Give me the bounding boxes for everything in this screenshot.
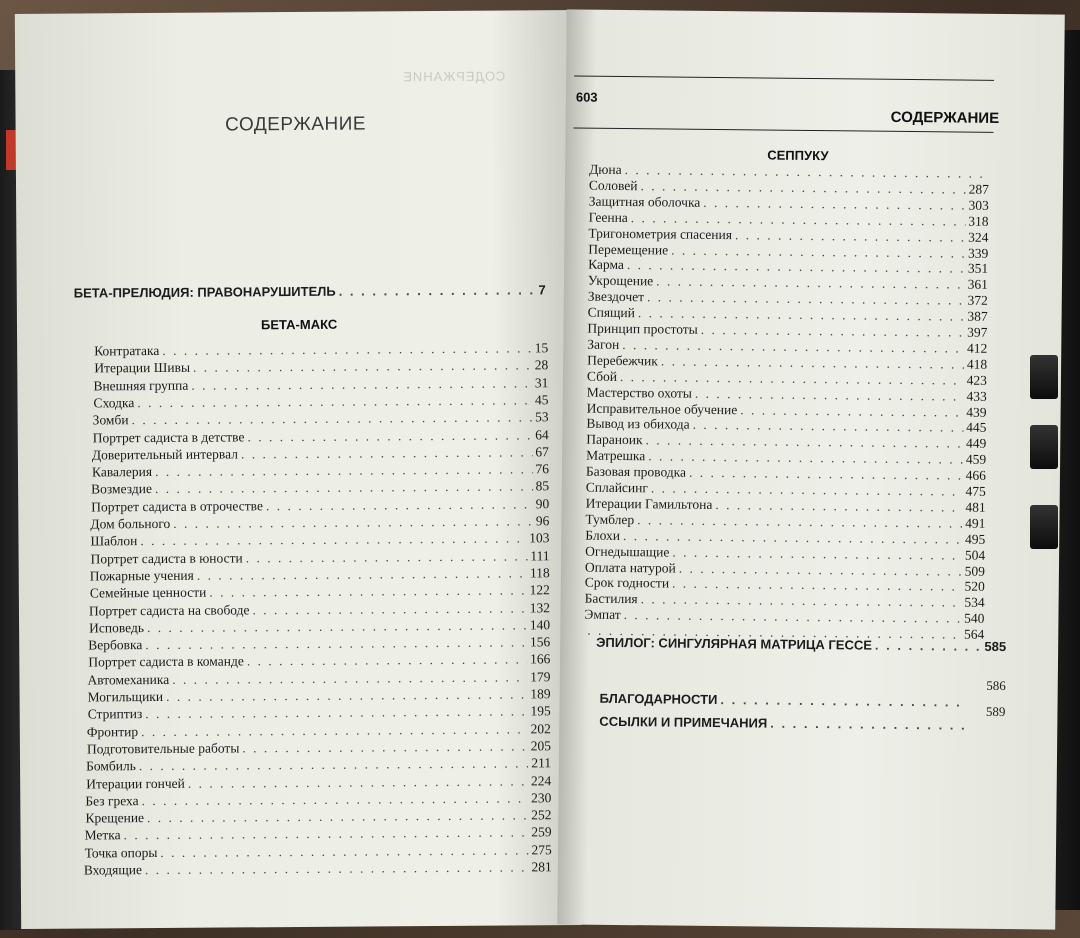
leader-dots (191, 375, 532, 393)
toc-entry-label: Бастилия (584, 590, 638, 607)
toc-page-number: 281 (531, 859, 552, 875)
toc-page-number: 397 (967, 324, 988, 340)
toc-entry-label: Сплайсинг (585, 479, 649, 496)
leader-dots (720, 692, 966, 710)
toc-page-number: 132 (529, 599, 551, 615)
leader-dots (242, 738, 527, 756)
toc-page-number: 230 (530, 790, 552, 806)
toc-page-number: 195 (530, 703, 551, 719)
toc-page-number: 481 (965, 499, 986, 515)
page-number: 603 (575, 89, 598, 105)
toc-page-number: 45 (534, 392, 549, 408)
leader-dots (140, 531, 526, 550)
toc-entry (89, 617, 550, 636)
toc-part-prelude (74, 282, 546, 300)
leader-dots (155, 479, 533, 498)
toc-entry (94, 358, 548, 377)
leader-dots (193, 358, 532, 376)
toc-page-number: 287 (968, 181, 990, 197)
toc-entry-label: Крещение (85, 810, 145, 826)
toc-page-number: 412 (966, 340, 988, 356)
toc-page-number: 318 (968, 213, 989, 229)
toc-entry-label: Перемещение (588, 241, 669, 257)
toc-page-number: 423 (966, 372, 988, 388)
toc-entry-label: Доверительный интервал (91, 446, 238, 463)
toc-page-number-standalone (950, 677, 1006, 694)
toc-page-number: 491 (965, 515, 986, 531)
right-page (557, 9, 1065, 929)
toc-entry-label: Вывод из обихода (586, 416, 690, 433)
toc-page-number: 7 (538, 282, 546, 298)
toc-page-number: 211 (531, 755, 552, 771)
toc-entry-label: Защитная оболочка (588, 193, 701, 210)
toc-entry (84, 825, 551, 844)
toc-page-number: 90 (535, 495, 550, 512)
toc-entry-label: Перебежчик (587, 352, 658, 369)
toc-entry-label: Загон (587, 336, 620, 352)
toc-page-number: 103 (529, 530, 550, 546)
toc-entry (90, 565, 550, 584)
toc-entry (87, 669, 550, 688)
toc-entry-label: Базовая проводка (585, 463, 687, 480)
toc-entry (89, 600, 550, 619)
toc-entry-label: Портрет садиста в юности (90, 549, 243, 567)
toc-entry (91, 479, 549, 498)
toc-part-label: БЛАГОДАРНОСТИ (599, 690, 718, 708)
toc-entry-label: Тригонометрия спасения (588, 225, 733, 242)
toc-page-number: 96 (535, 513, 550, 529)
toc-page-number: 589 (985, 703, 1006, 720)
toc-entry-label: Блохи (585, 527, 621, 543)
toc-page-number: 64 (535, 426, 549, 442)
toc-page-number: 509 (964, 563, 986, 579)
leader-dots (147, 807, 528, 826)
leader-dots (155, 461, 533, 480)
leader-dots (173, 513, 533, 532)
toc-page-number: 122 (529, 582, 550, 598)
toc-entry (88, 634, 550, 653)
toc-entry (85, 842, 552, 861)
toc-entry (91, 496, 549, 515)
toc-entry (90, 582, 550, 601)
toc-entry-label: Мастерство охоты (586, 384, 692, 401)
toc-entry-label: Итерации Гамильтона (585, 495, 713, 512)
leader-dots (266, 496, 533, 514)
toc-entry (87, 738, 551, 757)
toc-page-number: 361 (967, 276, 989, 293)
toc-page-number: 15 (534, 340, 549, 356)
toc-page-number: 439 (966, 404, 987, 420)
leader-dots (147, 617, 527, 636)
toc-entry-label: Соловей (588, 177, 638, 194)
leader-dots (875, 638, 982, 654)
leader-dots (197, 565, 527, 583)
toc-entry-label: Оплата натурой (584, 559, 676, 576)
toc-entry (86, 755, 551, 774)
toc-entry-label: Метка (84, 827, 121, 843)
toc-entry (92, 461, 549, 480)
toc-entry-label: Принцип простоты (587, 320, 698, 337)
toc-entry (90, 513, 549, 532)
left-page (15, 10, 581, 929)
toc-page-number: 156 (529, 634, 551, 650)
toc-part-label: БЕТА-ПРЕЛЮДИЯ: ПРАВОНАРУШИТЕЛЬ (73, 283, 336, 301)
toc-page-number: 189 (530, 686, 551, 702)
leader-dots (141, 721, 528, 740)
toc-entry (94, 340, 548, 359)
leader-dots (247, 652, 527, 670)
toc-entry (91, 548, 550, 567)
toc-page-number: 76 (535, 461, 550, 477)
toc-entry-label: Огнедышащие (585, 543, 670, 560)
toc-page-number: 140 (529, 617, 551, 633)
bleed-through-header: СОДЕРЖАНИЕ (402, 68, 506, 85)
toc-page-number: 324 (968, 229, 989, 245)
toc-entry-label: Портрет садиста в отрочестве (91, 497, 263, 515)
toc-entry (88, 652, 550, 671)
leader-dots (166, 686, 527, 705)
page-clip (1030, 505, 1058, 549)
toc-page-number: 303 (968, 197, 989, 213)
toc-page-number: 28 (534, 357, 549, 373)
toc-entry (85, 807, 551, 826)
toc-entry-label: Дом больного (90, 515, 171, 532)
leader-dots (209, 583, 526, 601)
toc-page-number: 118 (529, 565, 550, 581)
toc-page-number: 504 (964, 547, 986, 563)
toc-page-number: 179 (530, 668, 551, 685)
toc-page-number: 445 (966, 420, 987, 436)
toc-entry-label: Могильщики (87, 688, 164, 705)
leader-dots (770, 716, 966, 733)
toc-entry-label: Подготовительные работы (86, 740, 240, 757)
toc-entry-label: Звездочет (587, 288, 645, 305)
running-header: СОДЕРЖАНИЕ (890, 108, 1000, 127)
toc-page-number: 224 (530, 772, 552, 788)
toc-page-number: 495 (964, 531, 986, 547)
toc-page-number: 53 (535, 409, 549, 425)
toc-page-number: 586 (986, 677, 1006, 694)
leader-dots (172, 669, 527, 687)
toc-entry (93, 375, 548, 394)
leader-dots (241, 444, 533, 462)
toc-page-number: 111 (530, 547, 550, 563)
toc-entry-label: Срок годности (584, 575, 670, 591)
toc-entry (84, 859, 552, 878)
toc-page-number: 475 (965, 483, 986, 499)
leader-dots (145, 634, 527, 653)
toc-entry (85, 790, 551, 809)
toc-page-number: 202 (530, 720, 551, 736)
toc-entry-label: Семейные ценности (89, 584, 207, 601)
page-clip (1030, 355, 1058, 399)
toc-entry (92, 444, 549, 463)
toc-page-number: 275 (531, 841, 552, 858)
toc-entry-label: Исправительное обучение (586, 400, 738, 417)
toc-page-number: 540 (964, 610, 985, 627)
leader-dots (142, 790, 529, 809)
toc-page-number: 418 (966, 356, 988, 372)
toc-entry-label: Зомби (92, 412, 129, 428)
toc-part-acknowledgements (600, 691, 970, 710)
toc-page-number: 433 (966, 388, 987, 404)
toc-entry-label: Эмпат (584, 606, 621, 623)
toc-entry-label: Итерации Шивы (94, 360, 191, 376)
leader-dots (188, 773, 528, 791)
toc-page-number: 459 (965, 451, 987, 468)
toc-entry-label: Внешняя группа (93, 377, 189, 394)
toc-entry-label: Итерации гончей (86, 775, 185, 791)
page-clip (1030, 425, 1058, 469)
toc-page-number: 252 (531, 807, 552, 823)
toc-page-number: 339 (967, 245, 989, 261)
leader-dots (252, 600, 526, 618)
toc-entry-label: Точка опоры (84, 844, 158, 861)
toc-entry-label: Бомбиль (86, 758, 136, 774)
toc-part-label: ЭПИЛОГ: СИНГУЛЯРНАЯ МАТРИЦА ГЕССЕ (596, 634, 873, 653)
toc-entry-label: Пожарные учения (89, 567, 194, 584)
toc-part-label: ССЫЛКИ И ПРИМЕЧАНИЯ (599, 713, 768, 731)
toc-entry-label: Без греха (85, 792, 139, 809)
toc-entry-label: Дюна (589, 161, 622, 178)
toc-page-number: 534 (964, 594, 985, 611)
header-rule-bottom (574, 127, 994, 132)
toc-entry (86, 773, 551, 792)
toc-page-number: 564 (963, 626, 985, 642)
toc-entry-label: Автомеханика (87, 671, 170, 688)
leader-dots (160, 842, 528, 861)
toc-page-number: 351 (967, 261, 989, 277)
toc-entry (88, 686, 551, 705)
leader-dots (124, 825, 529, 844)
toc-entry-label: Портрет садиста на свободе (88, 601, 250, 618)
toc-part-notes (599, 714, 969, 733)
leader-dots (162, 340, 531, 359)
toc-entry (87, 721, 551, 740)
toc-entry-label: Сбой (586, 368, 618, 384)
toc-entry-label: Шаблон (90, 533, 138, 549)
leader-dots (132, 410, 533, 429)
leader-dots (247, 427, 532, 445)
toc-entry (93, 427, 549, 446)
leader-dots (339, 282, 536, 298)
toc-entry-label: Сходка (93, 395, 135, 411)
toc-page-number: 31 (534, 374, 549, 390)
toc-page-number: 466 (965, 467, 987, 483)
page-title: СОДЕРЖАНИЕ (225, 113, 367, 136)
toc-entry-label: Портрет садиста в детстве (92, 428, 245, 445)
toc-entry-label: Параноик (586, 431, 643, 448)
section-heading: БЕТА-МАКС (260, 316, 338, 333)
toc-entry-label: Геенна (588, 209, 628, 225)
toc-entry (93, 409, 549, 428)
toc-page-number: 520 (964, 579, 985, 595)
leader-dots (145, 704, 527, 723)
toc-part-epilogue (596, 635, 1006, 654)
leader-dots (246, 548, 528, 566)
toc-page-number: 205 (530, 738, 551, 754)
toc-page-number: 387 (967, 308, 988, 324)
toc-entry-label: Фронтир (86, 723, 139, 740)
toc-page-number: 259 (531, 824, 552, 840)
leader-dots (139, 756, 529, 775)
toc-entry (93, 392, 548, 411)
toc-page-number: 372 (967, 292, 988, 309)
toc-entry-label: Укрощение (587, 272, 654, 289)
section-heading: СЕППУКУ (767, 147, 829, 164)
toc-entry-label: Портрет садиста в команде (88, 653, 244, 670)
toc-page-number: 67 (535, 444, 549, 460)
toc-page-number: 85 (535, 478, 550, 494)
toc-entry-label: Спящий (587, 304, 636, 321)
toc-page-number: 585 (984, 638, 1007, 655)
toc-page-number: 449 (965, 435, 987, 452)
toc-entry-label: Вербовка (88, 637, 143, 653)
toc-entry-label: Исповедь (89, 619, 145, 636)
toc-entry-label: Стриптиз (87, 706, 143, 722)
toc-entry-label: Кавалерия (91, 464, 153, 480)
toc-entry (88, 704, 551, 723)
leader-dots (145, 859, 529, 878)
header-rule-top (574, 75, 994, 80)
toc-entry-label: Тумблер (585, 511, 635, 527)
toc-entry (90, 531, 549, 550)
toc-entry-label: Матрешка (586, 447, 646, 464)
toc-entry-label: Контратака (94, 342, 160, 359)
toc-entry-label: Карма (588, 257, 625, 273)
toc-entry-label: Входящие (83, 862, 142, 878)
leader-dots (137, 392, 532, 411)
toc-entry-label: Возмездие (91, 481, 152, 497)
toc-page-number: 166 (530, 651, 551, 667)
